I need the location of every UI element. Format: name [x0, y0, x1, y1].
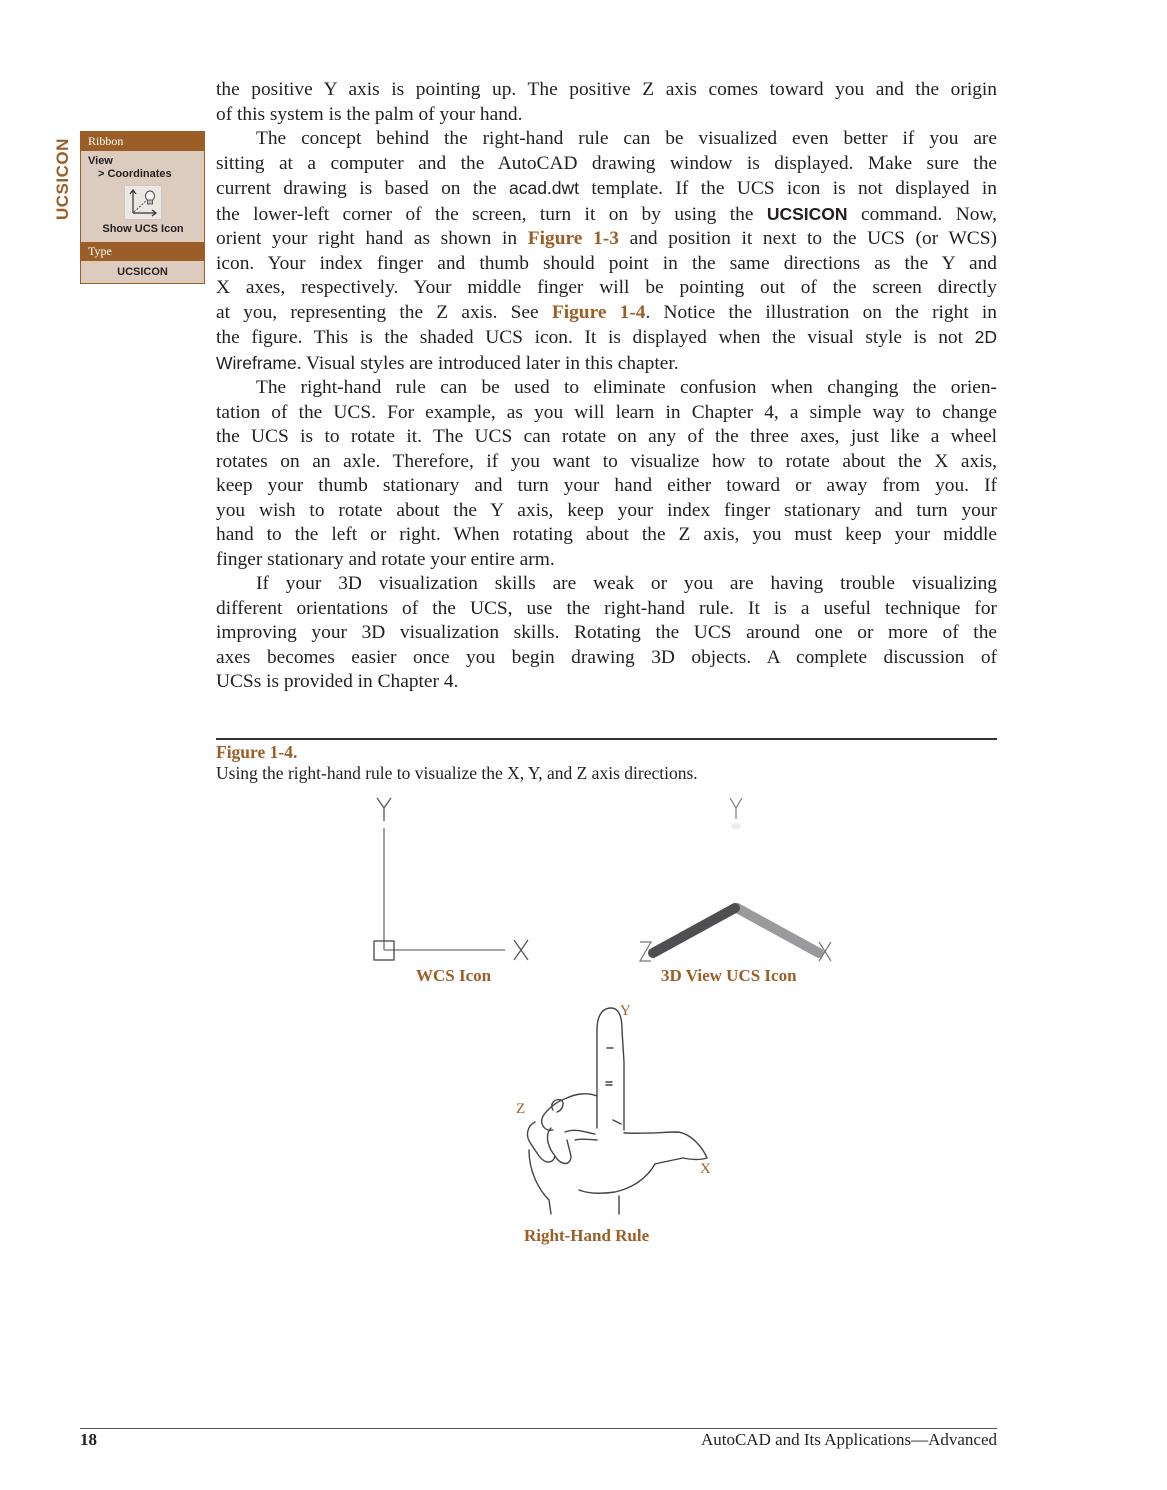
- text-line: [216, 202, 997, 228]
- text-line: If your 3D visualization skills are weak or you are having trouble visualizing: [256, 573, 997, 594]
- text-line: sitting at a computer and the AutoCAD drawing window is displayed. Make sure the: [216, 152, 997, 174]
- text-line: [216, 301, 997, 326]
- ribbon-icon-label: Show UCS Icon: [102, 223, 184, 235]
- text-run: orient your right hand as shown in: [216, 228, 528, 249]
- paragraph-3: [216, 376, 997, 572]
- 3d-ucs-icon-label: 3D View UCS Icon: [661, 966, 797, 985]
- text-run: at you, representing the Z axis. See: [216, 301, 552, 323]
- page-number: 18: [80, 1430, 97, 1449]
- text-line: of this system is the palm of your hand.: [216, 103, 523, 125]
- vertical-label-text: UCSICON: [53, 138, 72, 220]
- text-line: rotates on an axle. Therefore, if you want to visualize how to rotate about the X axis,: [216, 450, 997, 472]
- paragraph-4: [216, 572, 997, 695]
- figure-1-3-link[interactable]: Figure 1-3: [527, 228, 619, 249]
- text-run: the figure. This is the shaded UCS icon. It is displayed when the visual style is not: [216, 327, 975, 348]
- text-line: UCSs is provided in Chapter 4.: [216, 671, 459, 692]
- text-line: the UCS is to rotate it. The UCS can rotate on any of the three axes, just like a wheel: [216, 426, 997, 447]
- wcs-icon-label: WCS Icon: [416, 966, 492, 985]
- figure-1-4-link[interactable]: Figure 1-4: [551, 301, 646, 323]
- footer-divider: [80, 1428, 997, 1429]
- ribbon-path: [81, 151, 204, 242]
- text-line: icon. Your index finger and thumb should point in the same directions as the Y and: [216, 252, 997, 274]
- text-run: current drawing is based on the: [216, 178, 509, 199]
- command-reference-box: [80, 131, 205, 284]
- body-text: [216, 78, 997, 695]
- visual-style-name: Wireframe: [216, 352, 297, 373]
- text-line: X axes, respectively. Your middle finger will be pointing out of the screen directly: [216, 277, 997, 298]
- text-line: [216, 227, 997, 252]
- text-line: improving your 3D visualization skills. Rotating the UCS around one or more of the: [216, 622, 997, 643]
- sidebar-vertical-label: [53, 130, 77, 220]
- type-command: UCSICON: [117, 266, 168, 278]
- text-line: tation of the UCS. For example, as you will learn in Chapter 4, a simple way to change: [216, 401, 997, 423]
- 3d-ucs-icon-illustration: [633, 795, 838, 965]
- right-hand-rule-illustration: [505, 1000, 720, 1215]
- text-line: the positive Y axis is pointing up. The positive Z axis comes toward you and the origin: [216, 79, 997, 100]
- right-hand-rule-label: Right-Hand Rule: [524, 1226, 650, 1245]
- y-axis-label: Y: [620, 1003, 631, 1019]
- text-run: command. Now,: [847, 203, 997, 225]
- wcs-icon-illustration: [365, 795, 535, 965]
- z-axis-label: Z: [516, 1101, 526, 1117]
- text-line: axes becomes easier once you begin drawing 3D objects. A complete discussion of: [216, 646, 997, 668]
- text-line: The concept behind the right-hand rule can be visualized even better if you are: [256, 128, 997, 149]
- text-line: [216, 176, 997, 202]
- text-line: keep your thumb stationary and turn your hand either toward or away from you. If: [216, 475, 997, 496]
- template-filename: acad.dwt: [508, 178, 580, 198]
- ribbon-panel-label: > Coordinates: [98, 168, 172, 180]
- x-axis-label: X: [700, 1161, 711, 1177]
- text-run: template. If the UCS icon is not displayed in: [579, 178, 997, 199]
- ribbon-tab-label: View: [88, 155, 113, 167]
- text-line: different orientations of the UCS, use the right-hand rule. It is a useful technique for: [216, 597, 997, 619]
- running-footer-title: AutoCAD and Its Applications—Advanced: [700, 1430, 997, 1449]
- figure-divider: [216, 738, 997, 740]
- text-run: . Notice the illustration on the right in: [645, 301, 997, 323]
- text-line: [216, 325, 997, 351]
- ribbon-header: Ribbon: [81, 132, 204, 151]
- text-run: and position it next to the UCS (or WCS): [618, 228, 997, 249]
- text-line: finger stationary and rotate your entire arm.: [216, 548, 555, 570]
- paragraph-1: [216, 78, 997, 127]
- text-line: you wish to rotate about the Y axis, keep your index finger stationary and turn your: [216, 499, 997, 521]
- show-ucs-icon: [124, 185, 162, 220]
- text-line: [216, 351, 997, 377]
- text-line: The right-hand rule can be used to eliminate confusion when changing the orien-: [256, 377, 997, 398]
- figure-number: Figure 1-4.: [216, 742, 298, 762]
- text-run: . Visual styles are introduced later in this chapter.: [296, 352, 679, 374]
- text-line: hand to the left or right. When rotating about the Z axis, you must keep your middle: [216, 524, 997, 545]
- visual-style-name: 2D: [974, 327, 997, 347]
- type-header: Type: [81, 242, 204, 261]
- text-run: the lower-left corner of the screen, turn it on by using the: [216, 203, 767, 225]
- command-name: UCSICON: [766, 203, 848, 224]
- figure-caption: Using the right-hand rule to visualize the X, Y, and Z axis directions.: [216, 763, 698, 783]
- paragraph-2: [216, 127, 997, 376]
